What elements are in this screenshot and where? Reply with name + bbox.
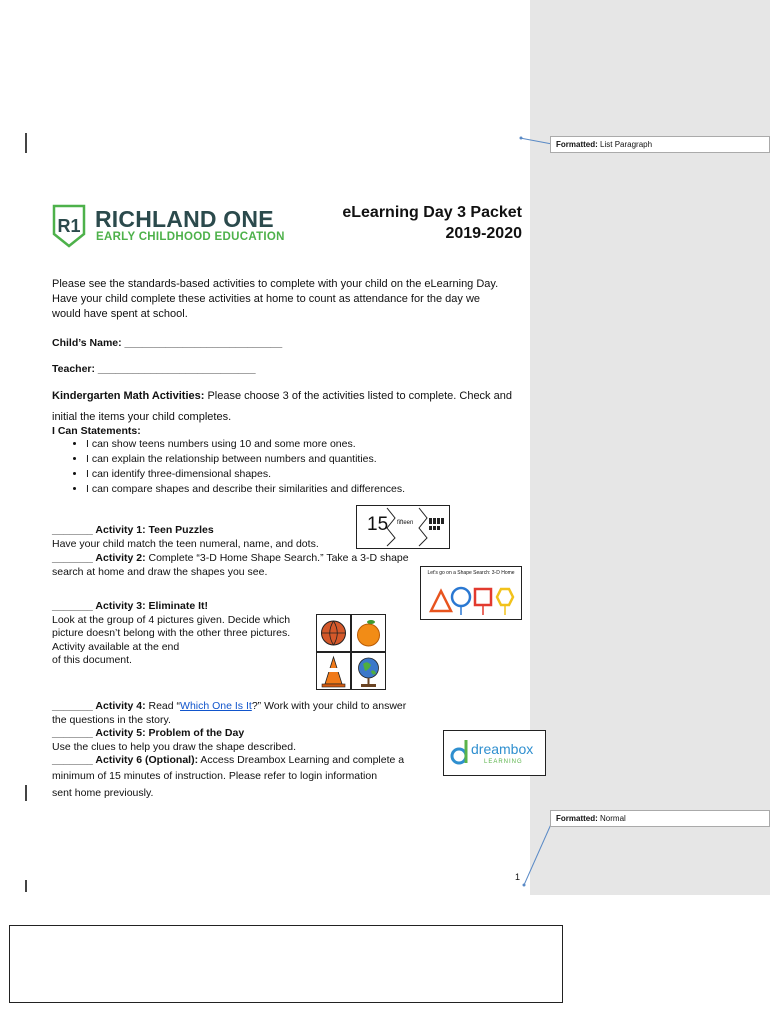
shape-search-caption: Let's go on a Shape Search: 3-D Home bbox=[427, 570, 515, 576]
eliminate-it-grid bbox=[316, 614, 386, 690]
intro-paragraph: Please see the standards-based activities to complete with your child on the eLearning Day. Have your child complete these activities at home to count as attendance for the day we would have spent at school. bbox=[52, 278, 499, 320]
puzzle-word: fifteen bbox=[397, 520, 414, 526]
dreambox-name: dreambox bbox=[471, 741, 534, 757]
dreambox-icon bbox=[450, 738, 470, 766]
change-bar bbox=[25, 133, 27, 153]
format-comment[interactable]: Formatted: Normal bbox=[550, 810, 770, 827]
dreambox-logo bbox=[443, 730, 546, 776]
child-name-field: Child’s Name: ___________________________ bbox=[52, 337, 283, 349]
next-page-frame bbox=[9, 925, 563, 1003]
puzzle-numeral: 15 bbox=[367, 514, 389, 535]
comment-text: List Paragraph bbox=[600, 140, 653, 149]
shape-signs-icon bbox=[425, 583, 517, 617]
activities-1-2: _______ Activity 1: Teen Puzzles Have your child match the teen numeral, name, and dots. _______ Activity 2: Complete “3-D Home Shape Search.” Take a 3-D shape search at home and draw the shapes you see. bbox=[52, 524, 409, 578]
change-bar bbox=[25, 785, 27, 801]
which-one-is-it-link[interactable]: Which One Is It bbox=[180, 700, 252, 712]
change-bar bbox=[25, 880, 27, 892]
i-can-list bbox=[52, 437, 405, 497]
eliminate-it-image bbox=[316, 614, 386, 690]
activity-6-details: minimum of 15 minutes of instruction. Please refer to login information sent home previously. bbox=[52, 770, 378, 799]
logo-title: RICHLAND ONE bbox=[95, 206, 274, 232]
list-item: • I can compare shapes and describe their similarities and differences. bbox=[86, 482, 405, 497]
basketball-icon bbox=[322, 621, 346, 645]
list-item: • I can identify three-dimensional shapes. bbox=[86, 467, 405, 482]
svg-text:R1: R1 bbox=[57, 216, 81, 236]
math-instructions: Kindergarten Math Activities: Please choose 3 of the activities listed to complete. Check and initial the items your child completes. bbox=[52, 390, 512, 423]
format-comment[interactable]: Formatted: List Paragraph bbox=[550, 136, 770, 153]
page-number: 1 bbox=[515, 872, 521, 882]
list-item: • I can show teens numbers using 10 and some more ones. bbox=[86, 437, 405, 452]
teen-puzzle-image bbox=[356, 505, 450, 549]
comment-connector-lines bbox=[518, 130, 558, 890]
shape-search-image bbox=[420, 566, 522, 620]
list-item: • I can explain the relationship between numbers and quantities. bbox=[86, 452, 405, 467]
activity-3: _______ Activity 3: Eliminate It! Look at the group of 4 pictures given. Decide which picture doesn’t belong with the other three pictures. Activity available at the end of this document. bbox=[52, 600, 291, 666]
dreambox-sub: LEARNING bbox=[484, 759, 523, 765]
i-can-heading: I Can Statements: bbox=[52, 425, 141, 437]
logo-subtitle: EARLY CHILDHOOD EDUCATION bbox=[96, 231, 285, 243]
comment-text: Normal bbox=[600, 814, 626, 823]
richland-one-logo-icon bbox=[52, 204, 86, 248]
comment-margin bbox=[530, 0, 770, 895]
packet-title: eLearning Day 3 Packet 2019-2020 bbox=[342, 204, 522, 242]
activities-4-5: _______ Activity 4: Read “Which One Is It?” Work with your child to answer the questions in the story. _______ Activity 5: Problem of the Day Use the clues to help you draw the shape described. _______ Activity 6 (Optional): Access Dreambox Learning and complete a bbox=[52, 700, 407, 766]
teacher-field: Teacher: ___________________________ bbox=[52, 363, 256, 375]
